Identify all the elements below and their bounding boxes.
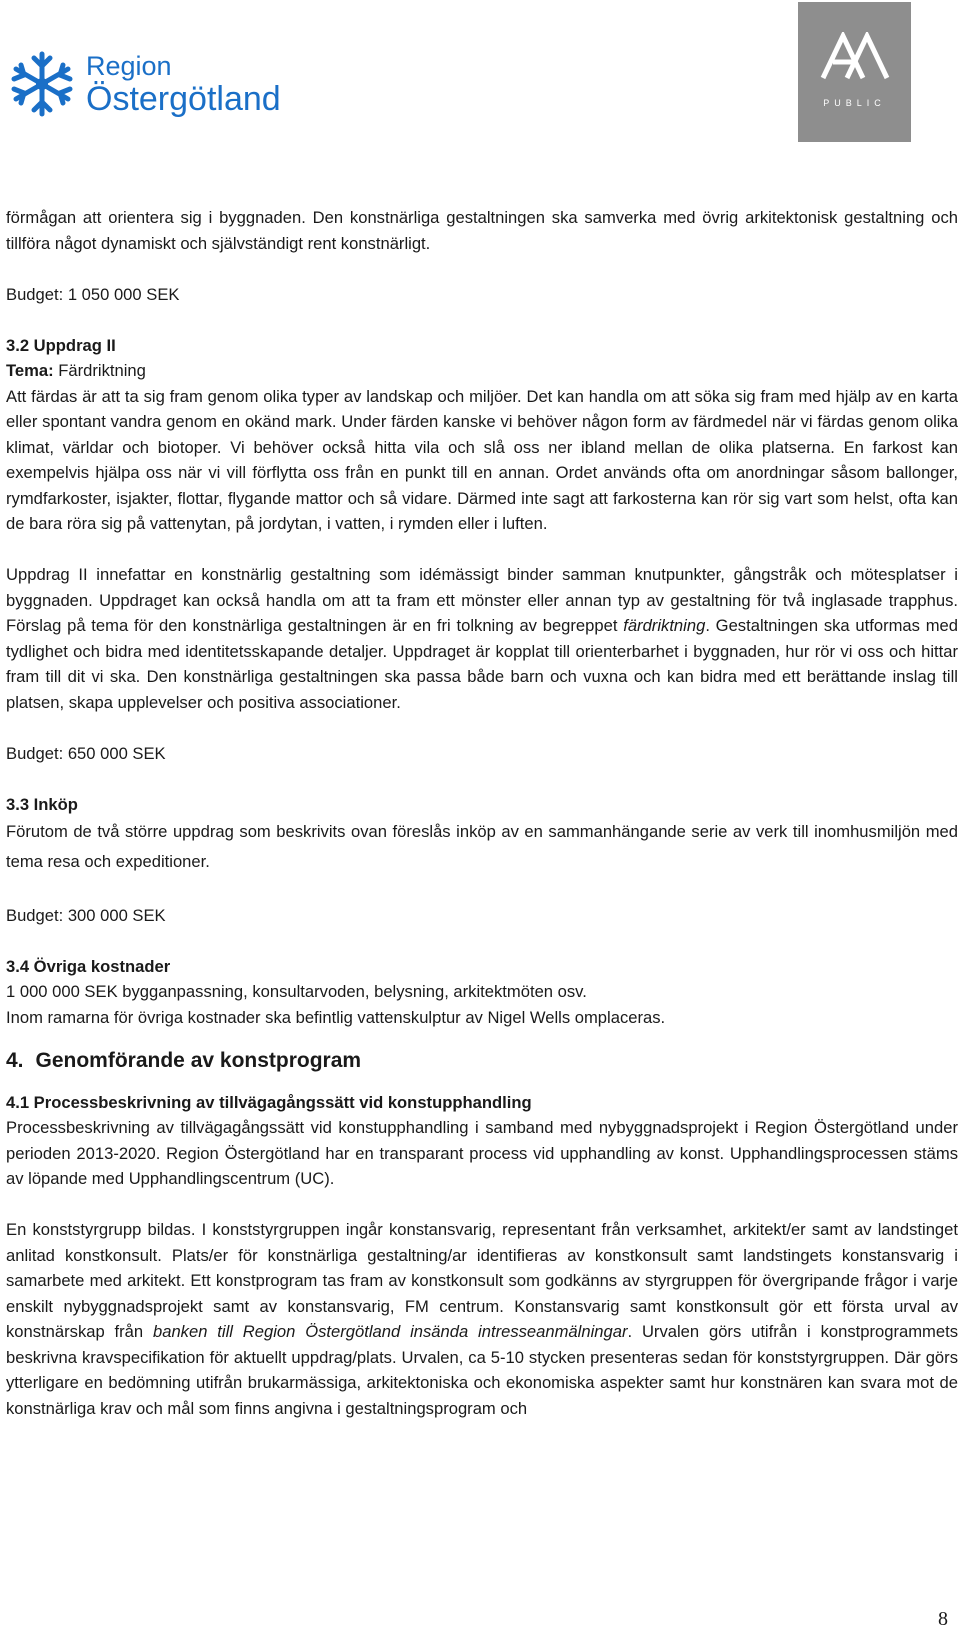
section-4-title: Genomförande av konstprogram bbox=[35, 1049, 362, 1072]
section-3-2-paragraph-2 bbox=[6, 562, 958, 715]
budget-uppdrag-1: Budget: 1 050 000 SEK bbox=[6, 284, 180, 304]
section-3-3-paragraph: Förutom de två större uppdrag som beskrivits ovan föreslås inköp av en sammanhängande serie av verk till inomhusmiljön med tema resa och expeditioner. bbox=[6, 822, 958, 871]
section-3-2-heading: 3.2 Uppdrag II bbox=[6, 335, 116, 355]
double-a-logo-icon bbox=[819, 32, 891, 80]
section-3-2-paragraph-1: Att färdas är att ta sig fram genom olika typer av landskap och miljöer. Det kan handla om att söka sig fram med hjälp av en karta eller spontant vandra genom en okänd mark. Under färden kanske vi behöver någon form av färdmedel när vi färdas genom olika klimat, världar och biotoper. Vi behöver också hitta vila och slå oss ner ibland mellan de olika platserna. En farkost kan exempelvis hjälpa oss när vi vill förflytta oss från en punkt till en annan. Ordet används ofta om anordningar såsom ballonger, rymdfarkoster, isjakter, flottar, flygande mattor och så vidare. Därmed inte sagt att farkosterna kan rör sig vart som helst, ofta kan de bara röra sig på vattenytan, på jordytan, i vatten, i rymden eller i luften. bbox=[6, 386, 958, 533]
section-4-1-paragraph-2 bbox=[6, 1217, 958, 1421]
section-3-2-paragraph-2-part-b: . Gestaltningen ska utformas med tydlighet och bidra med identitetsskapande detaljer. Uppdraget är kopplat till orienterbarhet i byggnaden, hur rör vi oss och hittar fram till dit vi ska. Den konstnärliga gestaltningen ska passa både barn och vuxna och kan bidra med ett berättande inslag till platsen, skapa upplevelser och positiva associationer. bbox=[6, 616, 958, 712]
section-3-2-paragraph-2-part-a: Uppdrag II innefattar en konstnärlig gestaltning som idémässigt binder samman knutpunkter, gångstråk och mötesplatser i byggnaden. Uppdraget kan också handla om att ta fram ett mönster eller annan typ av gestaltning för två inglasade trapphus. Förslag på tema för den konstnärliga gestaltningen är en fri tolkning av begreppet bbox=[6, 565, 958, 635]
section-3-3-heading: 3.3 Inköp bbox=[6, 794, 78, 814]
logo-text-ostergotland: Östergötland bbox=[86, 79, 281, 118]
section-4-1-paragraph-2-part-a: En konststyrgrupp bildas. I konststyrgruppen ingår konstansvarig, representant från verksamhet, arkitekt/er samt av landstinget anlitad konstkonsult. Plats/er för konstnärliga gestaltning/ar identifieras av konstkonsult samt landstingets konstansvarig i samarbete med arkitekt. Ett konstprogram tas fram av konstkonsult som godkänns av styrgruppen för övergripande frågor i varje enskilt nybyggnadsprojekt samt av konstansvarig, FM centrum. Konstansvarig samt konstkonsult gör ett första urval av konstnärskap från bbox=[6, 1220, 958, 1341]
section-3-2-paragraph-2-italic: färdriktning bbox=[623, 616, 706, 635]
page-header bbox=[0, 0, 960, 150]
tema-label: Tema: bbox=[6, 361, 54, 380]
section-4-1-paragraph-1: Processbeskrivning av tillvägagångssätt vid konstupphandling i samband med nybyggnadsprojekt i Region Östergötland under perioden 2013-2020. Region Östergötland har en transparant process vid upphandling av konst. Upphandlingsprocessen stäms av löpande med Upphandlingscentrum (UC). bbox=[6, 1118, 958, 1188]
public-label: PUBLIC bbox=[823, 98, 886, 108]
budget-inkop: Budget: 300 000 SEK bbox=[6, 905, 166, 925]
document-body bbox=[6, 205, 958, 1421]
public-logo bbox=[798, 2, 911, 142]
tema-value: Färdriktning bbox=[58, 361, 146, 380]
section-3-4-heading: 3.4 Övriga kostnader bbox=[6, 956, 171, 976]
section-3-4-line-1: 1 000 000 SEK bygganpassning, konsultarvoden, belysning, arkitektmöten osv. bbox=[6, 982, 587, 1001]
budget-uppdrag-2: Budget: 650 000 SEK bbox=[6, 743, 166, 763]
section-4-1-paragraph-2-part-b: . Urvalen görs utifrån i konstprogrammets beskrivna kravspecifikation för aktuellt uppdrag/plats. Urvalen, ca 5-10 stycken presenteras sedan för konststyrgruppen. Där görs ytterligare en bedömning utifrån brukarmässiga, arkitektoniska och ekonomiska aspekter samt hur konstnären kan svara mot de konstnärliga krav och mål som finns angivna i gestaltningsprogram och bbox=[6, 1322, 958, 1418]
tema-line bbox=[6, 358, 958, 384]
snowflake-logo-icon bbox=[6, 48, 78, 120]
section-3-4-line-2: Inom ramarna för övriga kostnader ska befintlig vattenskulptur av Nigel Wells omplaceras. bbox=[6, 1007, 666, 1027]
intro-paragraph: förmågan att orientera sig i byggnaden. Den konstnärliga gestaltningen ska samverka med övrig arkitektonisk gestaltning och tillföra något dynamiskt och självständigt rent konstnärligt. bbox=[6, 208, 958, 253]
section-4-number: 4. bbox=[6, 1049, 24, 1072]
page-number: 8 bbox=[938, 1608, 948, 1630]
logo-text-region: Region bbox=[86, 50, 172, 81]
section-4-1-paragraph-2-italic: banken till Region Östergötland insända intresseanmälningar bbox=[152, 1322, 628, 1341]
region-ostergotland-logo bbox=[6, 48, 281, 120]
section-4-1-heading: 4.1 Processbeskrivning av tillvägagångssätt vid konstupphandling bbox=[6, 1092, 532, 1112]
section-4-heading bbox=[6, 1048, 958, 1074]
